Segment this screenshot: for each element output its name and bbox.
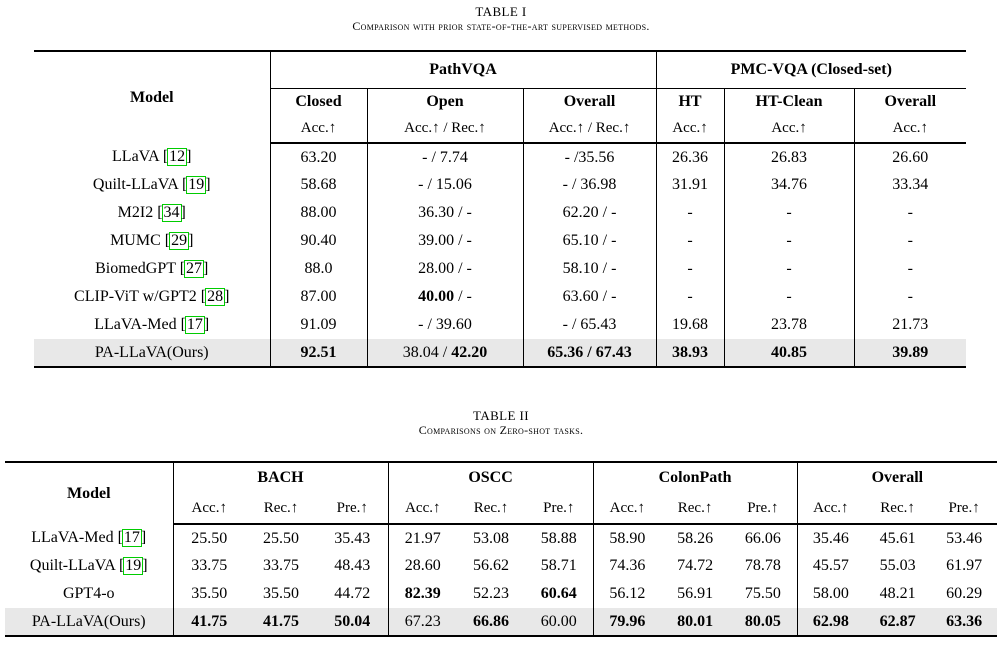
table-row <box>34 227 966 255</box>
metric-value-cell: 28.60 <box>388 552 457 580</box>
metric-header: Acc.↑ <box>173 493 245 524</box>
metric-value-cell: - <box>854 283 966 311</box>
metric-value-cell: 87.00 <box>270 283 367 311</box>
citation-link[interactable]: 28 <box>207 287 224 305</box>
metric-value-cell: 55.03 <box>879 557 916 574</box>
metric-value-cell: - <box>656 255 724 283</box>
metric-value-cell: 79.96 <box>593 608 661 636</box>
metric-value-cell: 58.71 <box>540 557 577 574</box>
metric-value-cell: 56.62 <box>473 557 510 574</box>
metric-header: Rec.↑ <box>457 493 525 524</box>
metric-value-cell: 35.50 <box>263 585 299 602</box>
metric-value-cell: 58.68 <box>270 171 367 199</box>
metric-value-cell: 44.72 <box>334 585 371 602</box>
metric-value-cell: 58.00 <box>797 580 864 608</box>
metric-value-cell: 34.76 <box>724 171 854 199</box>
metric-value-cell: 74.72 <box>677 557 714 574</box>
table1-header <box>34 51 966 143</box>
metric-value-cell: 41.75 <box>173 608 245 636</box>
metric-value-cell: 33.34 <box>854 171 966 199</box>
metric-value-cell: 92.51 <box>270 339 367 367</box>
model-name-cell: CLIP-ViT w/GPT2 [28] <box>74 287 230 305</box>
table-row <box>5 552 997 580</box>
metric-value-cell: 88.00 <box>270 199 367 227</box>
table2-title: TABLE II <box>473 408 529 423</box>
metric-value-cell: 56.91 <box>677 585 714 602</box>
metric-value-cell: 56.12 <box>593 580 661 608</box>
table2-body <box>5 524 997 636</box>
metric-value-cell: 35.46 <box>797 524 864 552</box>
dataset-group-header: Overall <box>797 462 997 493</box>
header-group-row <box>34 51 966 88</box>
metric-value-cell: 53.08 <box>473 529 510 547</box>
metric-value-cell: - / 39.60 <box>367 311 523 339</box>
model-name-cell: PA-LLaVA(Ours) <box>34 339 270 367</box>
metric-value-cell: 28.00 / - <box>367 255 523 283</box>
metric-value-cell: - / 7.74 <box>367 143 523 171</box>
column-header: Closed <box>270 88 367 115</box>
citation-link[interactable]: 17 <box>186 315 203 333</box>
table-row <box>34 311 966 339</box>
metric-value-cell: 38.93 <box>656 339 724 367</box>
metric-value-cell: 33.75 <box>173 552 245 580</box>
citation-link[interactable]: 19 <box>188 175 205 193</box>
table-row <box>5 608 997 636</box>
model-name-cell: LLaVA-Med [17] <box>31 528 147 546</box>
metric-value-cell: - <box>656 199 724 227</box>
metric-value-cell: - <box>724 199 854 227</box>
metric-value-cell: 50.04 <box>317 608 388 636</box>
metric-header: Acc.↑ <box>797 493 864 524</box>
metric-value-cell: 91.09 <box>270 311 367 339</box>
model-name-cell: BiomedGPT [27] <box>95 259 209 277</box>
metric-value-cell: 53.46 <box>946 529 983 547</box>
citation-link[interactable]: 34 <box>163 203 180 221</box>
metric-value-cell: 21.73 <box>854 311 966 339</box>
metric-value-cell: 58.26 <box>677 529 714 547</box>
metric-value-cell: 74.36 <box>593 552 661 580</box>
metric-value-cell: 90.40 <box>270 227 367 255</box>
metric-value-cell: 65.36 / 67.43 <box>523 339 656 367</box>
metric-value-cell: 62.98 <box>797 608 864 636</box>
metric-value-cell: - / 15.06 <box>367 171 523 199</box>
metric-value-cell: 45.57 <box>797 552 864 580</box>
metric-value-cell: 58.10 / - <box>523 255 656 283</box>
metric-value-cell: 60.00 <box>525 608 593 636</box>
metric-value-cell: - <box>724 255 854 283</box>
metric-value-cell: 21.97 <box>388 524 457 552</box>
metric-value-cell: 48.43 <box>334 557 371 574</box>
dataset-group-header: PMC-VQA (Closed-set) <box>656 51 966 88</box>
metric-value-cell: 26.83 <box>724 143 854 171</box>
model-name-cell: Quilt-LLaVA [19] <box>92 175 211 193</box>
metric-header: Acc.↑ / Rec.↑ <box>367 115 523 143</box>
metric-header: Pre.↑ <box>931 493 997 524</box>
table1-title: TABLE I <box>475 4 527 19</box>
metric-value-cell: 35.50 <box>173 580 245 608</box>
metric-value-cell: 80.01 <box>661 608 729 636</box>
metric-value-cell: - <box>656 227 724 255</box>
table-row <box>34 339 966 367</box>
supervised-comparison-table <box>34 50 966 368</box>
metric-value-cell: 31.91 <box>656 171 724 199</box>
model-name-cell: MUMC [29] <box>110 231 194 249</box>
metric-value-cell: - <box>854 199 966 227</box>
column-header: HT <box>656 88 724 115</box>
metric-header: Pre.↑ <box>317 493 388 524</box>
dataset-group-header: BACH <box>173 462 388 493</box>
citation-link[interactable]: 29 <box>171 231 188 249</box>
metric-value-cell: 63.20 <box>270 143 367 171</box>
column-header: Overall <box>854 88 966 115</box>
metric-value-cell: 26.36 <box>656 143 724 171</box>
table1-caption: Comparison with prior state-of-the-art supervised methods. <box>352 19 650 33</box>
metric-value-cell: - <box>854 255 966 283</box>
dataset-group-header: ColonPath <box>593 462 797 493</box>
metric-value-cell: 33.75 <box>263 557 299 574</box>
metric-value-cell: 40.85 <box>724 339 854 367</box>
metric-value-cell: 75.50 <box>744 585 781 602</box>
metric-value-cell: 60.64 <box>540 585 577 602</box>
model-header: Model <box>66 484 111 502</box>
metric-value-cell: 63.60 / - <box>523 283 656 311</box>
metric-value-cell: 82.39 <box>388 580 457 608</box>
metric-value-cell: 52.23 <box>473 585 510 602</box>
metric-value-cell: - <box>854 227 966 255</box>
metric-header: Acc.↑ <box>388 493 457 524</box>
column-header: HT-Clean <box>724 88 854 115</box>
metric-value-cell: 62.87 <box>864 608 931 636</box>
metric-value-cell: - /35.56 <box>523 143 656 171</box>
metric-value-cell: 48.21 <box>879 585 916 602</box>
table-row <box>34 199 966 227</box>
table1-body <box>34 143 966 367</box>
model-header: Model <box>129 88 174 106</box>
metric-value-cell: - <box>724 227 854 255</box>
metric-header: Pre.↑ <box>729 493 797 524</box>
model-name-cell: LLaVA-Med [17] <box>94 315 210 333</box>
model-name-cell: GPT4-o <box>62 585 115 602</box>
table2-header <box>5 462 997 524</box>
metric-value-cell: 66.06 <box>744 529 781 547</box>
metric-value-cell: 41.75 <box>245 608 317 636</box>
metric-value-cell: 80.05 <box>729 608 797 636</box>
citation-link[interactable]: 17 <box>123 528 140 546</box>
metric-header: Acc.↑ / Rec.↑ <box>523 115 656 143</box>
zero-shot-comparison-table <box>5 461 997 637</box>
metric-value-cell: 58.88 <box>540 529 577 547</box>
metric-header: Acc.↑ <box>270 115 367 143</box>
metric-header: Rec.↑ <box>661 493 729 524</box>
table-row <box>34 171 966 199</box>
dataset-group-header: OSCC <box>388 462 593 493</box>
metric-value-cell: 23.78 <box>724 311 854 339</box>
metric-value-cell: 67.23 <box>388 608 457 636</box>
metric-value-cell: - <box>724 283 854 311</box>
metric-header: Rec.↑ <box>245 493 317 524</box>
metric-header: Rec.↑ <box>864 493 931 524</box>
column-header: Open <box>367 88 523 115</box>
metric-value-cell: 36.30 / - <box>367 199 523 227</box>
citation-link[interactable]: 12 <box>169 147 186 165</box>
metric-header: Pre.↑ <box>525 493 593 524</box>
metric-value-cell: 60.29 <box>946 585 983 602</box>
table-row <box>34 143 966 171</box>
metric-value-cell: 40.00 / - <box>367 283 523 311</box>
metric-value-cell: 39.00 / - <box>367 227 523 255</box>
metric-value-cell: 25.50 <box>173 524 245 552</box>
metric-value-cell: 58.90 <box>593 524 661 552</box>
metric-header: Acc.↑ <box>724 115 854 143</box>
metric-value-cell: 88.0 <box>270 255 367 283</box>
metric-value-cell: 62.20 / - <box>523 199 656 227</box>
table-row <box>5 524 997 552</box>
metric-value-cell: 38.04 / 42.20 <box>367 339 523 367</box>
metric-value-cell: 45.61 <box>879 529 916 547</box>
metric-header: Acc.↑ <box>593 493 661 524</box>
metric-value-cell: - / 65.43 <box>523 311 656 339</box>
model-name-cell: LLaVA [12] <box>112 147 192 165</box>
dataset-group-header: PathVQA <box>270 51 656 88</box>
metric-value-cell: 61.97 <box>946 557 983 574</box>
metric-value-cell: 39.89 <box>854 339 966 367</box>
model-name-cell: M2I2 [34] <box>117 203 186 221</box>
metric-value-cell: 25.50 <box>263 529 299 547</box>
metric-value-cell: 26.60 <box>854 143 966 171</box>
model-name-cell: Quilt-LLaVA [19] <box>29 556 148 574</box>
metric-value-cell: 35.43 <box>334 529 371 547</box>
metric-value-cell: 19.68 <box>656 311 724 339</box>
model-name-cell: PA-LLaVA(Ours) <box>5 608 173 636</box>
metric-value-cell: 65.10 / - <box>523 227 656 255</box>
metric-value-cell: 78.78 <box>744 557 781 574</box>
metric-header: Acc.↑ <box>656 115 724 143</box>
metric-value-cell: 63.36 <box>931 608 997 636</box>
table-row <box>5 580 997 608</box>
metric-value-cell: - <box>656 283 724 311</box>
table-row <box>34 255 966 283</box>
table2-caption: Comparisons on Zero-shot tasks. <box>418 423 584 437</box>
citation-link[interactable]: 19 <box>125 556 142 574</box>
metric-value-cell: 66.86 <box>457 608 525 636</box>
column-header: Overall <box>523 88 656 115</box>
metric-header: Acc.↑ <box>854 115 966 143</box>
table-row <box>34 283 966 311</box>
header-group-row <box>5 462 997 493</box>
metric-value-cell: - / 36.98 <box>523 171 656 199</box>
citation-link[interactable]: 27 <box>186 259 203 277</box>
